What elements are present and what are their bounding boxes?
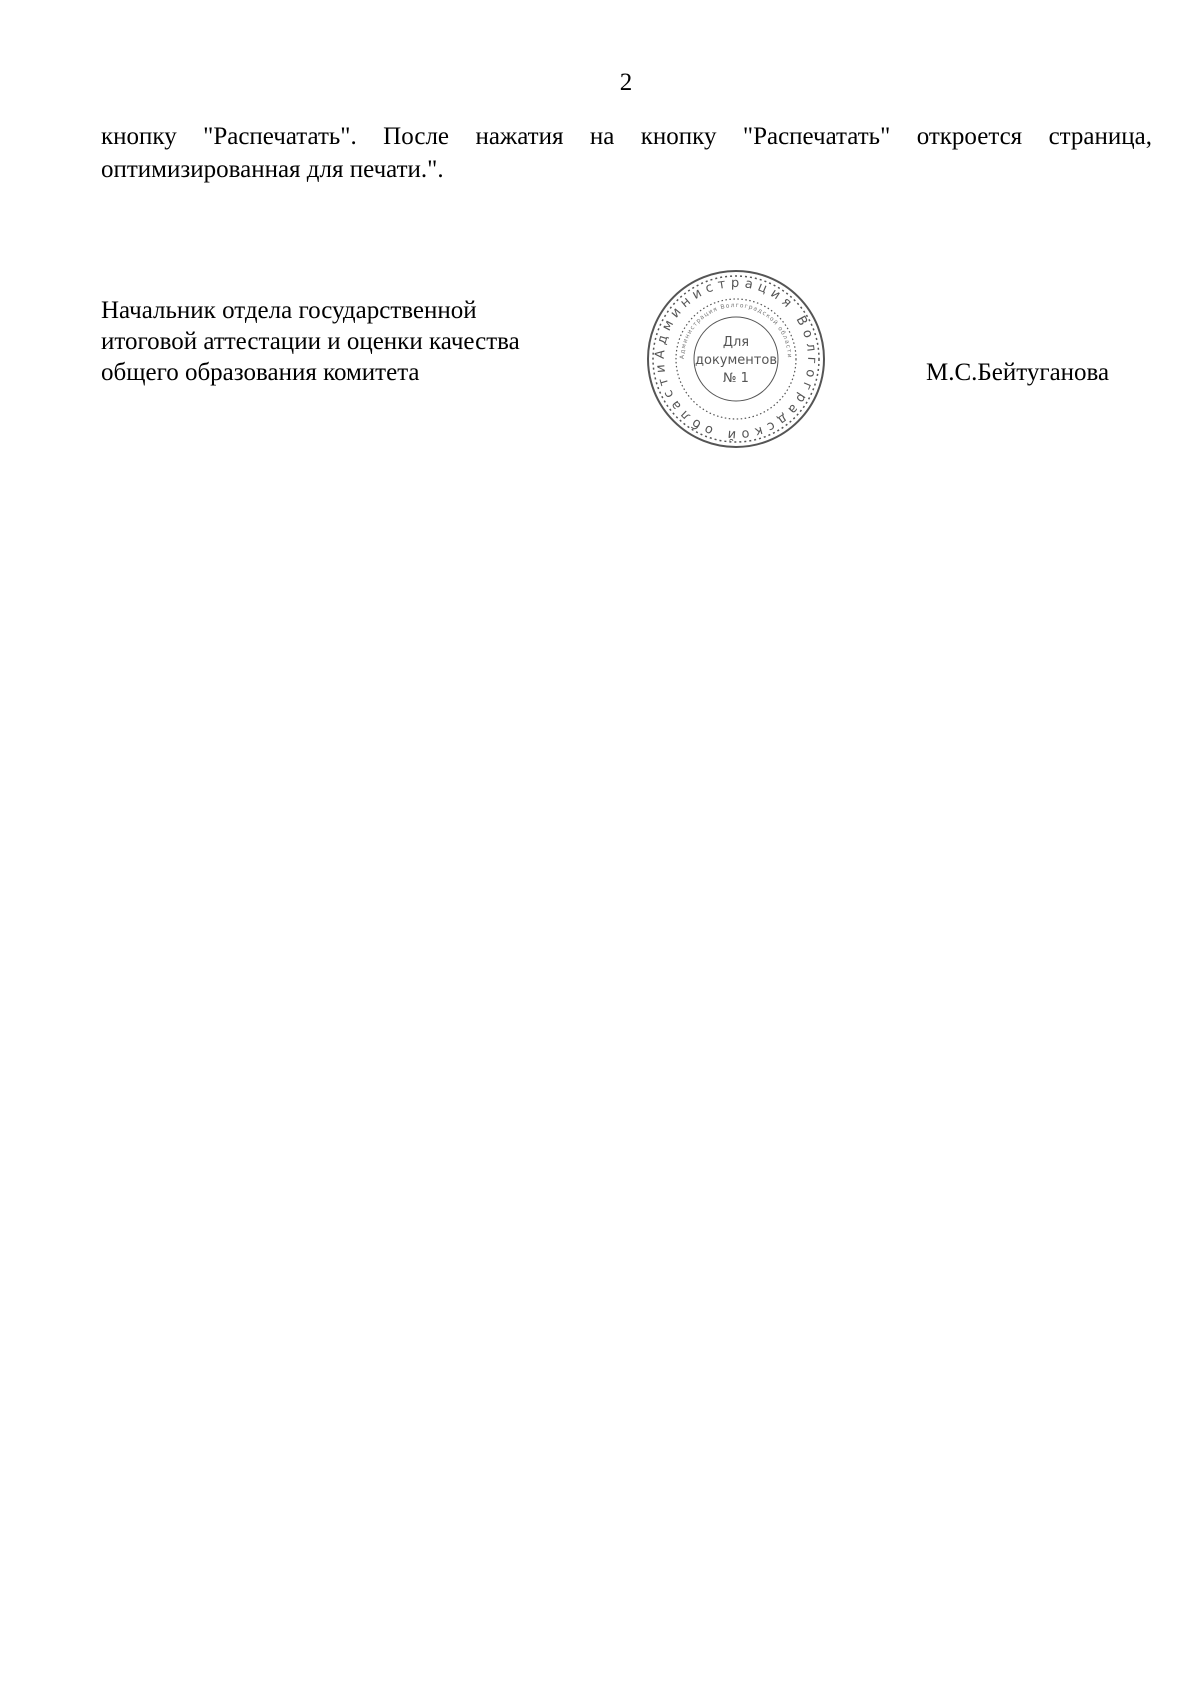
official-seal [645, 268, 827, 450]
signer-title-line-3: общего образования комитета [101, 359, 420, 386]
seal-center-line-1: Для [722, 335, 750, 350]
seal-center-line-3: № 1 [723, 371, 749, 386]
signer-name: М.С.Бейтуганова [926, 359, 1110, 386]
seal-inner-text-path: Администрация Волгоградской области [678, 301, 794, 360]
seal-inner-text [679, 302, 793, 359]
body-line-1: кнопку "Распечатать". После нажатия на кнопку "Распечатать" откроется страница, [101, 123, 1152, 150]
signer-title [101, 295, 621, 388]
body-line-2: оптимизированная для печати.". [101, 156, 444, 183]
page-number: 2 [619, 69, 633, 96]
seal-icon [645, 268, 827, 450]
seal-outer-text-path: Администрация Волгоградской области [652, 275, 820, 443]
body-paragraph [101, 120, 1152, 186]
signer-title-line-2: итоговой аттестации и оценки качества [101, 328, 520, 355]
signer-title-line-1: Начальник отдела государственной [101, 297, 477, 324]
seal-center-line-2: документов [695, 353, 777, 368]
